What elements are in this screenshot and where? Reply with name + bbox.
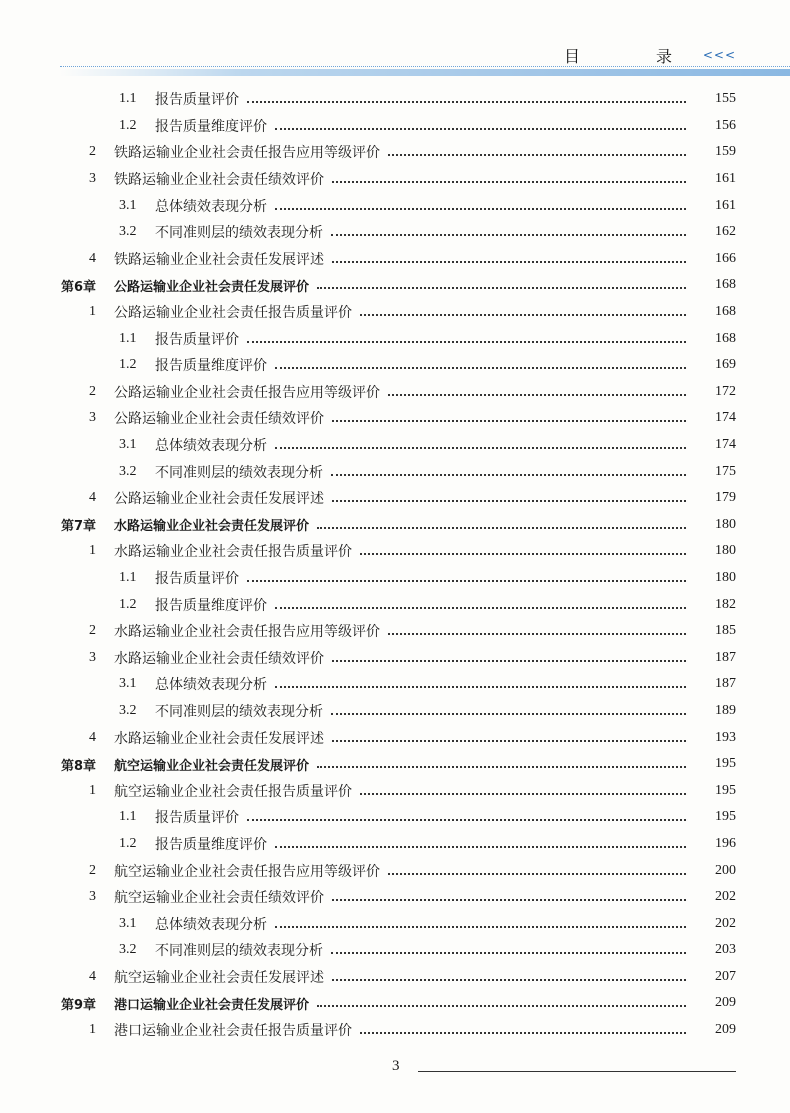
toc-section-entry[interactable]	[0, 618, 790, 645]
toc-entry-title: 港口运输业企业社会责任发展评价	[114, 997, 310, 1013]
toc-entry-page: 187	[715, 649, 736, 665]
toc-subsection-entry[interactable]	[0, 432, 790, 459]
toc-section-entry[interactable]	[0, 538, 790, 565]
toc-entry-page: 200	[715, 862, 736, 878]
toc-entry-title: 报告质量维度评价	[155, 836, 267, 853]
toc-entry-title-wrap	[114, 967, 694, 987]
toc-entry-page: 168	[715, 304, 736, 320]
toc-entry-page: 168	[715, 330, 736, 346]
toc-entry-page: 161	[715, 197, 736, 213]
toc-entry-title: 公路运输业企业社会责任报告质量评价	[114, 305, 352, 322]
dot-leader	[360, 793, 686, 795]
toc-section-entry[interactable]	[0, 724, 790, 751]
header-arrows-icon: <<<	[702, 48, 736, 62]
toc-entry-title: 水路运输业企业社会责任报告应用等级评价	[114, 624, 380, 641]
toc-section-entry[interactable]	[0, 777, 790, 804]
toc-entry-number: 3	[89, 889, 96, 905]
toc-section-entry[interactable]	[0, 964, 790, 991]
toc-subsection-entry[interactable]	[0, 192, 790, 219]
toc-entry-title-wrap	[155, 355, 694, 375]
dot-leader	[388, 633, 686, 635]
toc-entry-title-wrap	[114, 1020, 694, 1040]
toc-entry-page: 180	[715, 543, 736, 559]
toc-entry-title-wrap	[114, 169, 694, 189]
toc-section-entry[interactable]	[0, 485, 790, 512]
header-decorative-bar	[60, 69, 790, 76]
toc-entry-title: 航空运输业企业社会责任报告质量评价	[114, 783, 352, 800]
toc-entry-title-wrap	[155, 674, 694, 694]
toc-entry-page: 159	[715, 144, 736, 160]
dot-leader	[332, 979, 686, 981]
toc-section-entry[interactable]	[0, 246, 790, 273]
toc-entry-title-wrap	[155, 595, 694, 615]
dot-leader	[332, 420, 686, 422]
toc-entry-number: 3.2	[119, 463, 137, 479]
toc-entry-title-wrap	[114, 249, 694, 269]
toc-entry-page: 195	[715, 809, 736, 825]
toc-entry-title-wrap	[114, 515, 694, 534]
dot-leader	[275, 686, 686, 688]
toc-entry-title: 航空运输业企业社会责任发展评价	[114, 758, 310, 774]
toc-entry-number: 3.1	[119, 676, 137, 692]
toc-entry-title: 铁路运输业企业社会责任绩效评价	[114, 172, 324, 189]
toc-entry-title-wrap	[155, 222, 694, 242]
toc-chapter-entry[interactable]	[0, 990, 790, 1017]
toc-entry-title: 水路运输业企业社会责任绩效评价	[114, 650, 324, 667]
toc-subsection-entry[interactable]	[0, 325, 790, 352]
toc-entry-number: 4	[89, 490, 96, 506]
dot-leader	[388, 394, 686, 396]
toc-entry-page: 182	[715, 596, 736, 612]
toc-entry-title: 铁路运输业企业社会责任报告应用等级评价	[114, 145, 380, 162]
toc-entry-title: 公路运输业企业社会责任报告应用等级评价	[114, 384, 380, 401]
toc-entry-title: 港口运输业企业社会责任报告质量评价	[114, 1023, 352, 1040]
toc-subsection-entry[interactable]	[0, 937, 790, 964]
toc-entry-page: 179	[715, 490, 736, 506]
toc-subsection-entry[interactable]	[0, 565, 790, 592]
dot-leader	[331, 474, 686, 476]
running-header	[0, 40, 790, 80]
toc-entry-title: 报告质量评价	[155, 810, 239, 827]
toc-chapter-entry[interactable]	[0, 512, 790, 539]
toc-entry-number: 1.2	[119, 357, 137, 373]
toc-entry-title: 总体绩效表现分析	[155, 438, 267, 455]
toc-entry-title: 航空运输业企业社会责任报告应用等级评价	[114, 863, 380, 880]
toc-entry-title-wrap	[155, 807, 694, 827]
toc-subsection-entry[interactable]	[0, 113, 790, 140]
toc-entry-number: 3.2	[119, 702, 137, 718]
toc-entry-title-wrap	[114, 621, 694, 641]
dot-leader	[275, 208, 686, 210]
footer-rule	[418, 1071, 736, 1072]
dot-leader	[275, 367, 686, 369]
toc-entry-title: 水路运输业企业社会责任发展评述	[114, 730, 324, 747]
toc-entry-number: 2	[89, 383, 96, 399]
toc-entry-title: 航空运输业企业社会责任绩效评价	[114, 890, 324, 907]
toc-entry-page: 195	[715, 782, 736, 798]
toc-entry-title-wrap	[114, 781, 694, 801]
toc-subsection-entry[interactable]	[0, 910, 790, 937]
toc-entry-page: 166	[715, 250, 736, 266]
toc-entry-number: 1.2	[119, 596, 137, 612]
toc-entry-title-wrap	[155, 462, 694, 482]
toc-entry-number: 4	[89, 968, 96, 984]
toc-entry-number: 1.1	[119, 809, 137, 825]
toc-entry-title-wrap	[114, 728, 694, 748]
toc-entry-number: 4	[89, 729, 96, 745]
dot-leader	[275, 128, 686, 130]
toc-section-entry[interactable]	[0, 166, 790, 193]
table-of-contents	[0, 86, 790, 1043]
toc-entry-title-wrap	[155, 329, 694, 349]
toc-entry-page: 209	[715, 995, 736, 1011]
toc-entry-title: 总体绩效表现分析	[155, 916, 267, 933]
dot-leader	[247, 341, 686, 343]
toc-entry-title: 公路运输业企业社会责任绩效评价	[114, 411, 324, 428]
toc-entry-title: 报告质量维度评价	[155, 358, 267, 375]
toc-entry-number: 第6章	[61, 279, 97, 295]
page-number: 3	[392, 1058, 400, 1074]
toc-subsection-entry[interactable]	[0, 831, 790, 858]
dot-leader	[332, 261, 686, 263]
toc-entry-page: 156	[715, 117, 736, 133]
toc-section-entry[interactable]	[0, 644, 790, 671]
dot-leader	[247, 580, 686, 582]
dot-leader	[332, 740, 686, 742]
toc-chapter-entry[interactable]	[0, 751, 790, 778]
toc-entry-page: 172	[715, 383, 736, 399]
toc-entry-number: 3.1	[119, 437, 137, 453]
dot-leader	[317, 766, 686, 768]
toc-entry-number: 1.1	[119, 569, 137, 585]
toc-entry-title-wrap	[114, 488, 694, 508]
toc-entry-title: 报告质量评价	[155, 331, 239, 348]
toc-entry-title: 水路运输业企业社会责任发展评价	[114, 519, 310, 535]
toc-entry-number: 3.1	[119, 197, 137, 213]
toc-entry-page: 202	[715, 915, 736, 931]
toc-entry-page: 180	[715, 516, 736, 532]
dot-leader	[332, 500, 686, 502]
toc-subsection-entry[interactable]	[0, 352, 790, 379]
page-footer	[0, 1058, 790, 1088]
toc-entry-title-wrap	[155, 89, 694, 109]
dot-leader	[332, 899, 686, 901]
toc-entry-page: 168	[715, 277, 736, 293]
dot-leader	[317, 287, 686, 289]
toc-entry-page: 162	[715, 224, 736, 240]
dot-leader	[331, 952, 686, 954]
toc-entry-title-wrap	[114, 648, 694, 668]
toc-entry-page: 196	[715, 835, 736, 851]
toc-entry-number: 4	[89, 250, 96, 266]
toc-entry-number: 2	[89, 862, 96, 878]
dot-leader	[317, 527, 686, 529]
toc-entry-title: 总体绩效表现分析	[155, 677, 267, 694]
toc-entry-title-wrap	[114, 755, 694, 774]
toc-subsection-entry[interactable]	[0, 86, 790, 113]
toc-entry-number: 1	[89, 782, 96, 798]
toc-entry-title-wrap	[155, 196, 694, 216]
toc-entry-number: 1.2	[119, 117, 137, 133]
toc-entry-title: 报告质量维度评价	[155, 597, 267, 614]
dot-leader	[275, 926, 686, 928]
toc-entry-number: 第7章	[61, 519, 97, 535]
toc-section-entry[interactable]	[0, 139, 790, 166]
toc-section-entry[interactable]	[0, 884, 790, 911]
toc-entry-page: 207	[715, 968, 736, 984]
toc-entry-number: 1.2	[119, 835, 137, 851]
dot-leader	[360, 314, 686, 316]
toc-entry-title-wrap	[114, 861, 694, 881]
toc-entry-number: 1.1	[119, 330, 137, 346]
toc-entry-number: 第9章	[61, 997, 97, 1013]
toc-entry-number: 3.2	[119, 224, 137, 240]
toc-subsection-entry[interactable]	[0, 458, 790, 485]
dot-leader	[360, 553, 686, 555]
toc-entry-number: 3	[89, 171, 96, 187]
toc-entry-title-wrap	[114, 302, 694, 322]
toc-entry-page: 169	[715, 357, 736, 373]
toc-entry-title: 报告质量评价	[155, 570, 239, 587]
toc-entry-title-wrap	[114, 994, 694, 1013]
toc-entry-number: 3.2	[119, 942, 137, 958]
toc-entry-page: 202	[715, 889, 736, 905]
toc-entry-page: 174	[715, 437, 736, 453]
toc-entry-number: 3	[89, 410, 96, 426]
toc-entry-title: 报告质量维度评价	[155, 118, 267, 135]
toc-entry-title: 铁路运输业企业社会责任发展评述	[114, 251, 324, 268]
dot-leader	[331, 234, 686, 236]
toc-entry-number: 1	[89, 1022, 96, 1038]
toc-entry-title: 总体绩效表现分析	[155, 198, 267, 215]
toc-entry-title-wrap	[114, 541, 694, 561]
dot-leader	[388, 873, 686, 875]
toc-entry-page: 174	[715, 410, 736, 426]
dot-leader	[332, 660, 686, 662]
dot-leader	[275, 846, 686, 848]
toc-entry-page: 161	[715, 171, 736, 187]
dot-leader	[247, 819, 686, 821]
toc-entry-title: 公路运输业企业社会责任发展评价	[114, 279, 310, 295]
dot-leader	[275, 447, 686, 449]
toc-entry-page: 175	[715, 463, 736, 479]
toc-section-entry[interactable]	[0, 299, 790, 326]
toc-entry-title-wrap	[155, 940, 694, 960]
toc-entry-title-wrap	[155, 116, 694, 136]
toc-entry-number: 2	[89, 144, 96, 160]
toc-subsection-entry[interactable]	[0, 219, 790, 246]
toc-entry-title-wrap	[155, 568, 694, 588]
dot-leader	[317, 1005, 686, 1007]
dot-leader	[332, 181, 686, 183]
toc-section-entry[interactable]	[0, 405, 790, 432]
toc-entry-title-wrap	[114, 887, 694, 907]
dot-leader	[247, 101, 686, 103]
toc-entry-title: 不同准则层的绩效表现分析	[155, 464, 323, 481]
toc-entry-title: 不同准则层的绩效表现分析	[155, 225, 323, 242]
toc-entry-title: 公路运输业企业社会责任发展评述	[114, 491, 324, 508]
toc-entry-title-wrap	[114, 142, 694, 162]
toc-entry-number: 1	[89, 304, 96, 320]
dot-leader	[275, 607, 686, 609]
toc-entry-page: 203	[715, 942, 736, 958]
toc-entry-number: 1	[89, 543, 96, 559]
toc-entry-page: 187	[715, 676, 736, 692]
toc-entry-title: 不同准则层的绩效表现分析	[155, 703, 323, 720]
toc-entry-number: 第8章	[61, 758, 97, 774]
toc-entry-page: 189	[715, 702, 736, 718]
dot-leader	[388, 154, 686, 156]
toc-entry-title-wrap	[114, 276, 694, 295]
toc-entry-number: 3.1	[119, 915, 137, 931]
toc-entry-page: 155	[715, 91, 736, 107]
toc-entry-number: 3	[89, 649, 96, 665]
toc-section-entry[interactable]	[0, 857, 790, 884]
dot-leader	[360, 1032, 686, 1034]
toc-entry-number: 2	[89, 623, 96, 639]
toc-entry-number: 1.1	[119, 91, 137, 107]
dot-leader	[331, 713, 686, 715]
toc-subsection-entry[interactable]	[0, 698, 790, 725]
toc-section-entry[interactable]	[0, 379, 790, 406]
toc-entry-title-wrap	[114, 382, 694, 402]
toc-subsection-entry[interactable]	[0, 671, 790, 698]
toc-entry-page: 185	[715, 623, 736, 639]
toc-chapter-entry[interactable]	[0, 272, 790, 299]
toc-entry-page: 209	[715, 1022, 736, 1038]
toc-entry-title-wrap	[114, 408, 694, 428]
toc-entry-title: 水路运输业企业社会责任报告质量评价	[114, 544, 352, 561]
toc-entry-title: 报告质量评价	[155, 92, 239, 109]
toc-entry-title-wrap	[155, 914, 694, 934]
toc-subsection-entry[interactable]	[0, 804, 790, 831]
header-title: 目 录	[563, 47, 702, 66]
toc-entry-title-wrap	[155, 701, 694, 721]
toc-entry-page: 180	[715, 569, 736, 585]
toc-entry-title-wrap	[155, 834, 694, 854]
toc-entry-page: 195	[715, 756, 736, 772]
toc-subsection-entry[interactable]	[0, 591, 790, 618]
toc-entry-title-wrap	[155, 435, 694, 455]
toc-section-entry[interactable]	[0, 1017, 790, 1044]
toc-entry-page: 193	[715, 729, 736, 745]
toc-entry-title: 不同准则层的绩效表现分析	[155, 943, 323, 960]
toc-entry-title: 航空运输业企业社会责任发展评述	[114, 969, 324, 986]
